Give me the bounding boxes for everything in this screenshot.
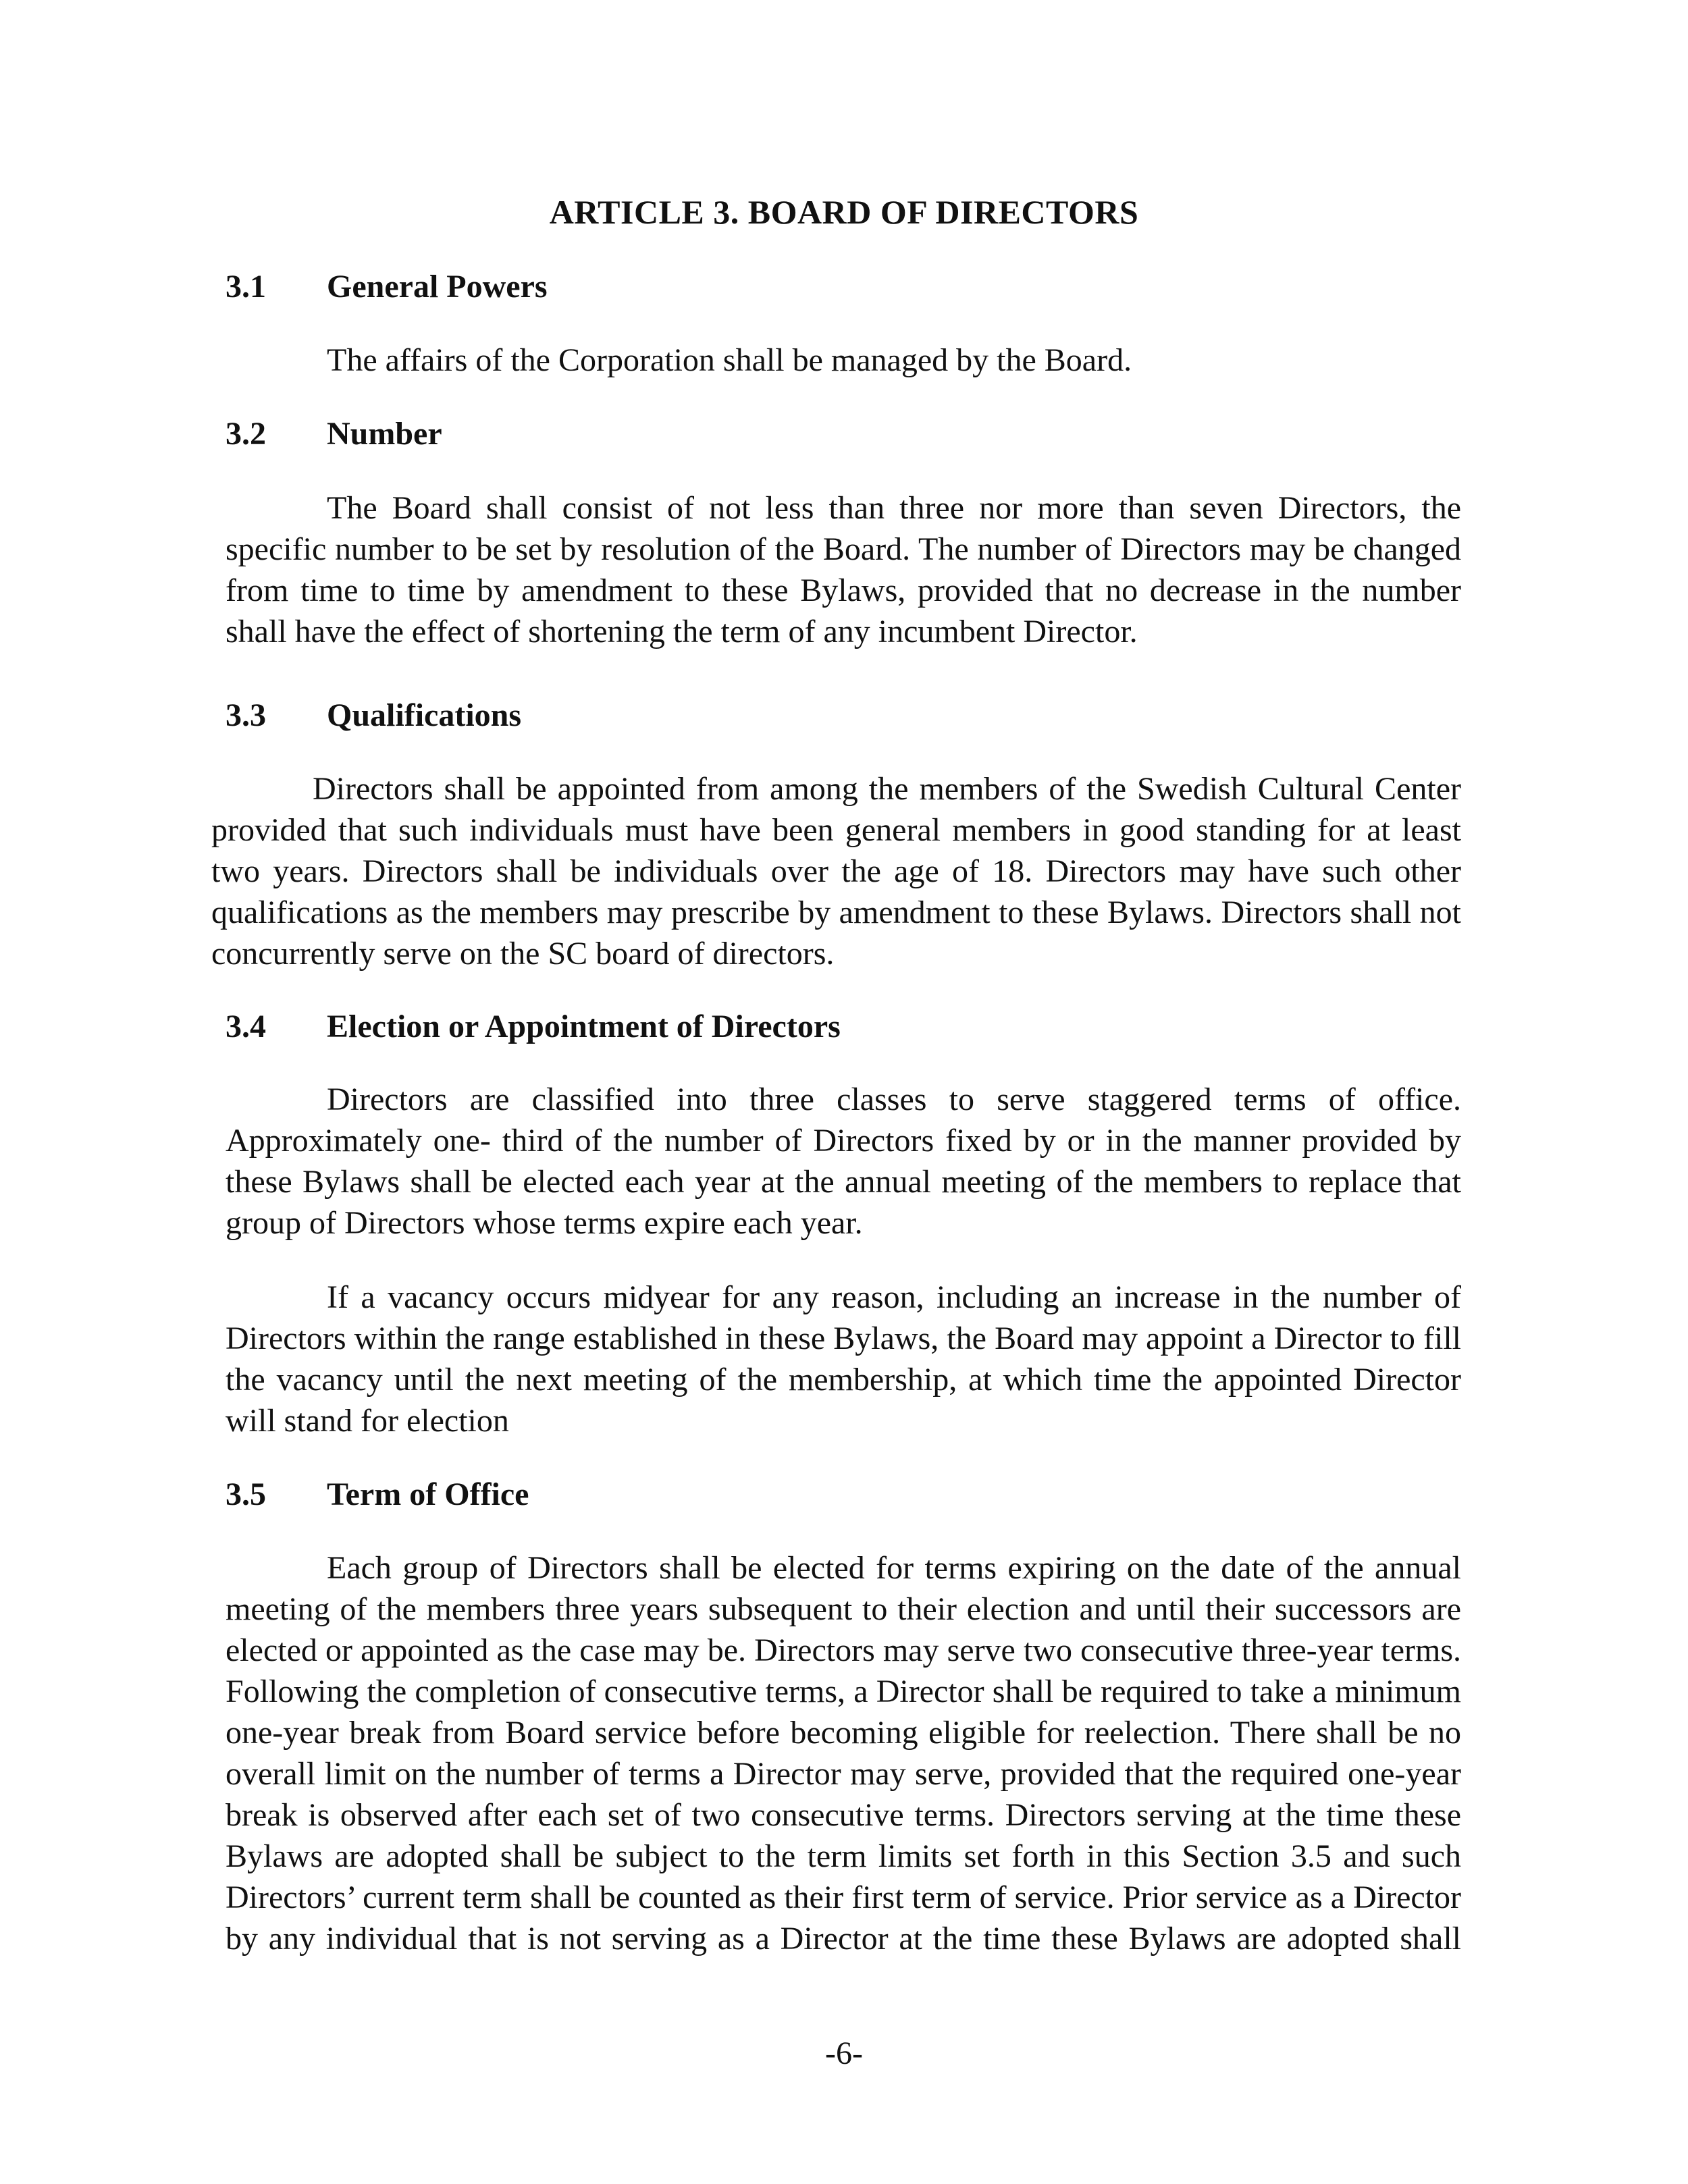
section-number: 3.5 — [226, 1476, 266, 1512]
section-heading-qualifications — [226, 695, 521, 737]
paragraph-text: Directors shall be appointed from among the members of the Swedish Cultural Center provided that such individuals must have been general members in good standing for at least two years. Directors shall be individuals over the age of 18. Directors may have such other qualifications as the members may prescribe by amendment to these Bylaws. Directors shall not concurrently serve on the SC board of directors. — [211, 771, 1461, 971]
section-title: Qualifications — [327, 697, 522, 733]
section-paragraph — [226, 1277, 1461, 1441]
section-number: 3.3 — [226, 697, 266, 733]
section-title: Election or Appointment of Directors — [327, 1009, 841, 1044]
page-number: -6- — [825, 2035, 863, 2071]
section-title: Term of Office — [327, 1476, 529, 1512]
section-number: 3.4 — [226, 1009, 266, 1044]
section-heading-number — [226, 413, 442, 455]
section-heading-election — [226, 1006, 841, 1048]
paragraph-text: If a vacancy occurs midyear for any reason, including an increase in the number of Directors within the range established in these Bylaws, the Board may appoint a Director to fill the vacancy until the next meeting of the membership, at which time the appointed Director will stand for election — [226, 1279, 1461, 1439]
paragraph-text: The Board shall consist of not less than three nor more than seven Directors, the specific number to be set by resolution of the Board. The number of Directors may be changed from time to time by amendment to these Bylaws, provided that no decrease in the number shall have the effect of shortening the term of any incumbent Director. — [226, 490, 1461, 649]
paragraph-text: Each group of Directors shall be elected for terms expiring on the date of the annual meeting of the members three years subsequent to their election and until their successors are elected or appointed as the case may be. Directors may serve two consecutive three-year terms. Following the completion of consecutive terms, a Director shall be required to take a minimum one-year break from Board service before becoming eligible for reelection. There shall be no overall limit on the number of terms a Director may serve, provided that the required one-year break is observed after each set of two consecutive terms. Directors serving at the time these Bylaws are adopted shall be subject to the term limits set forth in this Section 3.5 and such Directors’ current term shall be counted as their first term of service. Prior service as a Director by any individual that is not serving as a Director at the time these Bylaws are adopted shall — [226, 1550, 1461, 1956]
section-paragraph — [226, 487, 1461, 652]
section-paragraph — [226, 1547, 1461, 1959]
paragraph-text: Directors are classified into three classes to serve staggered terms of office. Approximately one- third of the number of Directors fixed by or in the manner provided by these Bylaws shall be elected each year at the annual meeting of the members to replace that group of Directors whose terms expire each year. — [226, 1082, 1461, 1241]
section-title: Number — [327, 416, 442, 452]
section-title: General Powers — [327, 269, 548, 304]
section-paragraph — [211, 768, 1461, 974]
section-paragraph — [226, 1079, 1461, 1244]
section-heading-term-of-office — [226, 1474, 529, 1516]
section-number: 3.1 — [226, 269, 266, 304]
section-paragraph — [226, 340, 1461, 381]
section-heading-general-powers — [226, 266, 548, 308]
section-number: 3.2 — [226, 416, 266, 452]
paragraph-text: The affairs of the Corporation shall be managed by the Board. — [327, 342, 1132, 378]
article-title: ARTICLE 3. BOARD OF DIRECTORS — [549, 193, 1139, 231]
